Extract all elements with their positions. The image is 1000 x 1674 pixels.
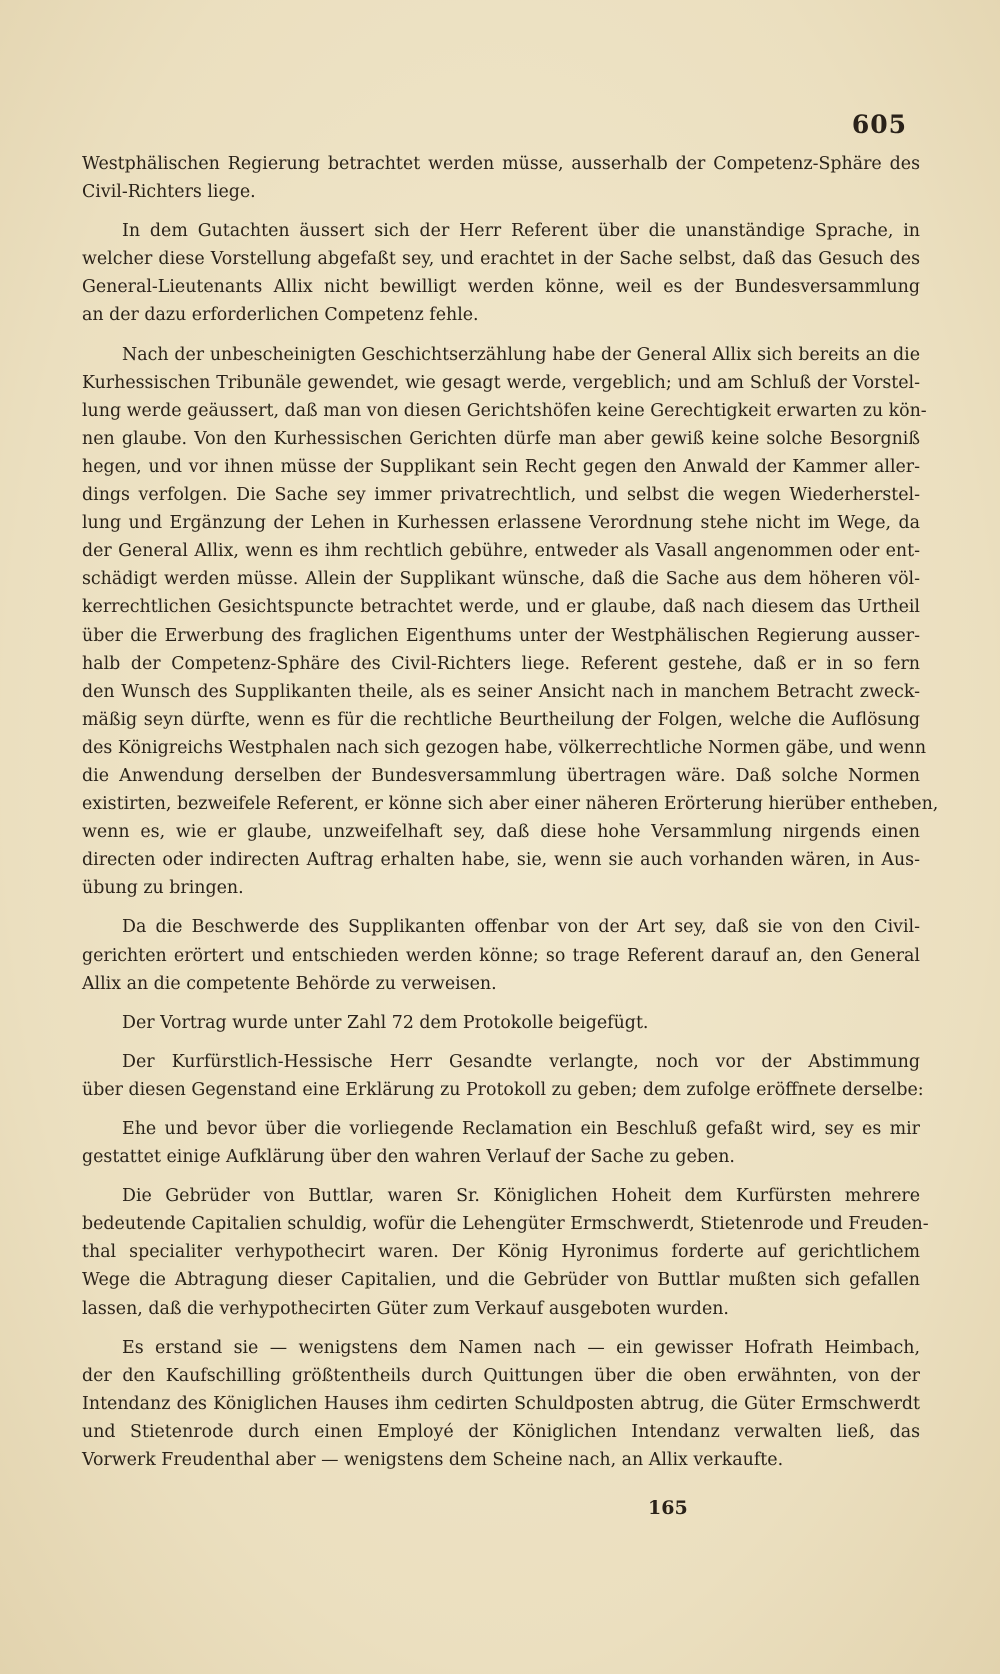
text-line: des Königreichs Westphalen nach sich gezogen habe, völkerrechtliche Normen gäbe, und wenn xyxy=(82,737,927,758)
text-line: directen oder indirecten Auftrag erhalten habe, sie, wenn sie auch vorhanden wären, in Aus- xyxy=(82,850,920,871)
text-line: Es erstand sie — wenigstens dem Namen nach — ein gewisser Hofrath Heimbach, xyxy=(122,1337,920,1358)
text-line: bedeutende Capitalien schuldig, wofür die Lehengüter Ermschwerdt, Stietenrode und Freuden- xyxy=(82,1214,929,1235)
text-line: an der dazu erforderlichen Competenz fehle. xyxy=(82,305,479,326)
text-line: thal specialiter verhypothecirt waren. Der König Hyronimus forderte auf gerichtlichem xyxy=(82,1242,920,1263)
text-line: über diesen Gegenstand eine Erklärung zu Protokoll zu geben; dem zufolge eröffnete derselbe: xyxy=(82,1079,924,1100)
text-line: der den Kaufschilling größtentheils durch Quittungen über die oben erwähnten, von der xyxy=(82,1365,920,1386)
text-line: dings verfolgen. Die Sache sey immer privatrechtlich, und selbst die wegen Wiederherstel- xyxy=(82,485,920,506)
text-line: nen glaube. Von den Kurhessischen Gerichten dürfe man aber gewiß keine solche Besorgniß xyxy=(82,428,920,449)
text-line: Civil-Richters liege. xyxy=(82,182,256,203)
text-line: Ehe und bevor über die vorliegende Reclamation ein Beschluß gefaßt wird, sey es mir xyxy=(122,1119,920,1139)
text-line: gestattet einige Aufklärung über den wahren Verlauf der Sache zu geben. xyxy=(82,1147,735,1168)
text-line: gerichten erörtert und entschieden werden könne; so trage Referent darauf an, den General xyxy=(82,945,920,966)
body-text xyxy=(82,150,939,1474)
signature-mark: 165 xyxy=(648,1497,688,1519)
text-line: Westphälischen Regierung betrachtet werden müsse, ausserhalb der Competenz-Sphäre des xyxy=(82,154,920,174)
text-line: mäßig seyn dürfte, wenn es für die rechtliche Beurtheilung der Folgen, welche die Auflösung xyxy=(82,709,920,730)
text-line: lung werde geäussert, daß man von diesen Gerichtshöfen keine Gerechtigkeit erwarten zu kön- xyxy=(82,400,927,421)
text-line: Intendanz des Königlichen Hauses ihm cedirten Schuldposten abtrug, die Güter Ermschwerdt xyxy=(82,1393,920,1414)
text-line: den Wunsch des Supplikanten theile, als es seiner Ansicht nach in manchem Betracht zweck- xyxy=(82,681,920,702)
text-line: Der Kurfürstlich-Hessische Herr Gesandte verlangte, noch vor der Abstimmung xyxy=(122,1051,920,1072)
text-line: schädigt werden müsse. Allein der Supplikant wünsche, daß die Sache aus dem höheren völ- xyxy=(82,569,920,590)
text-line: Wege die Abtragung dieser Capitalien, und die Gebrüder von Buttlar mußten sich gefallen xyxy=(82,1270,920,1291)
text-line: die Anwendung derselben der Bundesversammlung übertragen wäre. Daß solche Normen xyxy=(82,765,920,786)
text-line: über die Erwerbung des fraglichen Eigenthums unter der Westphälischen Regierung ausser- xyxy=(82,625,920,646)
text-line: der General Allix, wenn es ihm rechtlich gebühre, entweder als Vasall angenommen oder ent- xyxy=(82,541,920,562)
text-line: Die Gebrüder von Buttlar, waren Sr. Königlichen Hoheit dem Kurfürsten mehrere xyxy=(122,1186,920,1207)
text-line: Der Vortrag wurde unter Zahl 72 dem Protokolle beigefügt. xyxy=(122,1012,649,1033)
text-line: General-Lieutenants Allix nicht bewilligt werden könne, weil es der Bundesversammlung xyxy=(82,277,920,298)
text-line: In dem Gutachten äussert sich der Herr Referent über die unanständige Sprache, in xyxy=(122,221,920,242)
text-line: Da die Beschwerde des Supplikanten offenbar von der Art sey, daß sie von den Civil- xyxy=(122,917,920,938)
text-line: hegen, und vor ihnen müsse der Supplikant sein Recht gegen den Anwald der Kammer aller- xyxy=(82,456,920,477)
text-line: Allix an die competente Behörde zu verweisen. xyxy=(82,973,497,994)
text-line: Nach der unbescheinigten Geschichtserzählung habe der General Allix sich bereits an die xyxy=(122,344,920,365)
text-line: kerrechtlichen Gesichtspuncte betrachtet werde, und er glaube, daß nach diesem das Urtheil xyxy=(82,597,920,618)
text-line: und Stietenrode durch einen Employé der Königlichen Intendanz verwalten ließ, das xyxy=(82,1421,920,1442)
text-line: welcher diese Vorstellung abgefaßt sey, und erachtet in der Sache selbst, daß das Gesuch des xyxy=(82,249,920,270)
text-line: lung und Ergänzung der Lehen in Kurhessen erlassene Verordnung stehe nicht im Wege, da xyxy=(82,513,920,534)
text-line: halb der Competenz-Sphäre des Civil-Richters liege. Referent gestehe, daß er in so fern xyxy=(82,653,920,674)
text-line: übung zu bringen. xyxy=(82,878,244,899)
page-number: 605 xyxy=(851,110,907,139)
text-line: lassen, daß die verhypothecirten Güter zum Verkauf ausgeboten wurden. xyxy=(82,1298,729,1319)
text-line: Vorwerk Freudenthal aber — wenigstens dem Scheine nach, an Allix verkaufte. xyxy=(82,1450,784,1471)
text-line: Kurhessischen Tribunäle gewendet, wie gesagt werde, vergeblich; und am Schluß der Vorstel- xyxy=(82,372,920,393)
text-line: existirten, bezweifele Referent, er könne sich aber einer näheren Erörterung hierüber entheben, xyxy=(82,794,939,815)
text-line: wenn es, wie er glaube, unzweifelhaft sey, daß diese hohe Versammlung nirgends einen xyxy=(82,822,920,843)
